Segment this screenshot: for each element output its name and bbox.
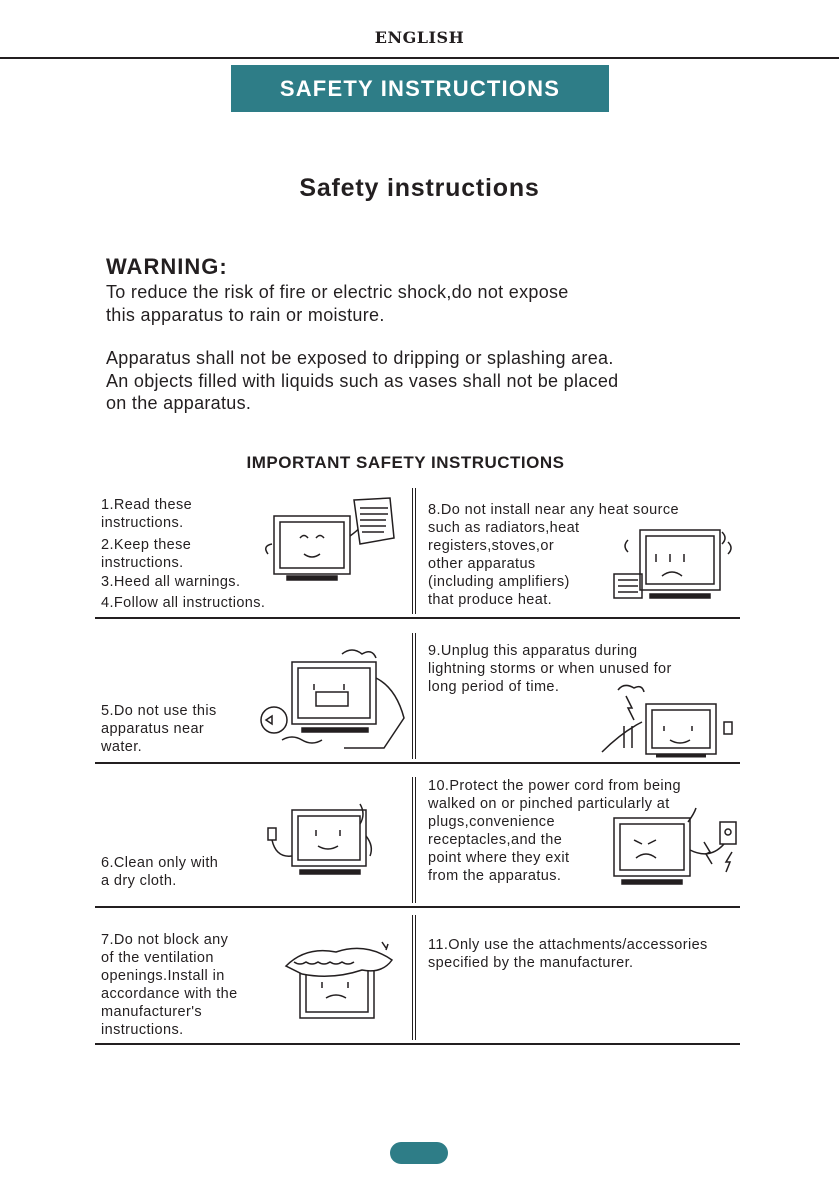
instruction-3: 3.Heed all warnings. xyxy=(101,574,241,590)
page-number-badge xyxy=(390,1142,448,1164)
section-banner: SAFETY INSTRUCTIONS xyxy=(231,65,609,112)
instruction-6: 6.Clean only with a dry cloth. xyxy=(101,855,219,889)
instruction-10: 10.Protect the power cord from being walked on or pinched particularly at plugs,convenience receptacles,and the point where they exit from the apparatus. xyxy=(428,778,681,884)
instruction-11: 11.Only use the attachments/accessories specified by the manufacturer. xyxy=(428,937,708,971)
row-divider-2 xyxy=(95,762,740,764)
instruction-8: 8.Do not install near any heat source such as radiators,heat registers,stoves,or other apparatus (including amplifiers) that produce heat. xyxy=(428,502,679,608)
warning-heading: WARNING: xyxy=(106,254,228,279)
header-rule xyxy=(0,57,839,59)
row-divider-1 xyxy=(95,617,740,619)
clean-tv-icon xyxy=(260,796,380,886)
instruction-2: 2.Keep these instructions. xyxy=(101,537,192,571)
heat-source-tv-icon xyxy=(610,524,738,612)
column-divider-1 xyxy=(412,488,416,614)
reading-tv-icon xyxy=(262,496,402,588)
column-divider-2 xyxy=(412,633,416,759)
column-divider-4 xyxy=(412,915,416,1040)
instruction-5: 5.Do not use this apparatus near water. xyxy=(101,703,217,755)
page-title: Safety instructions xyxy=(299,174,540,202)
column-divider-3 xyxy=(412,777,416,903)
instruction-9: 9.Unplug this apparatus during lightning storms or when unused for long period of time. xyxy=(428,643,672,695)
instruction-7: 7.Do not block any of the ventilation openings.Install in accordance with the manufacturer's instructions. xyxy=(101,932,238,1038)
lightning-tv-icon xyxy=(598,682,738,760)
water-tv-icon xyxy=(252,648,412,754)
important-heading: IMPORTANT SAFETY INSTRUCTIONS xyxy=(246,453,565,472)
instruction-1: 1.Read these instructions. xyxy=(101,497,193,531)
instruction-4: 4.Follow all instructions. xyxy=(101,595,266,611)
warning-text: To reduce the risk of fire or electric shock,do not expose this apparatus to rain or moisture. xyxy=(106,282,569,325)
row-divider-3 xyxy=(95,906,740,908)
exposure-text: Apparatus shall not be exposed to dripping or splashing area. An objects filled with liquids such as vases shall not be placed on the apparatus. xyxy=(106,348,619,413)
power-cord-tv-icon xyxy=(604,802,744,892)
row-divider-4 xyxy=(95,1043,740,1045)
language-label: ENGLISH xyxy=(374,28,465,47)
ventilation-tv-icon xyxy=(270,936,396,1026)
